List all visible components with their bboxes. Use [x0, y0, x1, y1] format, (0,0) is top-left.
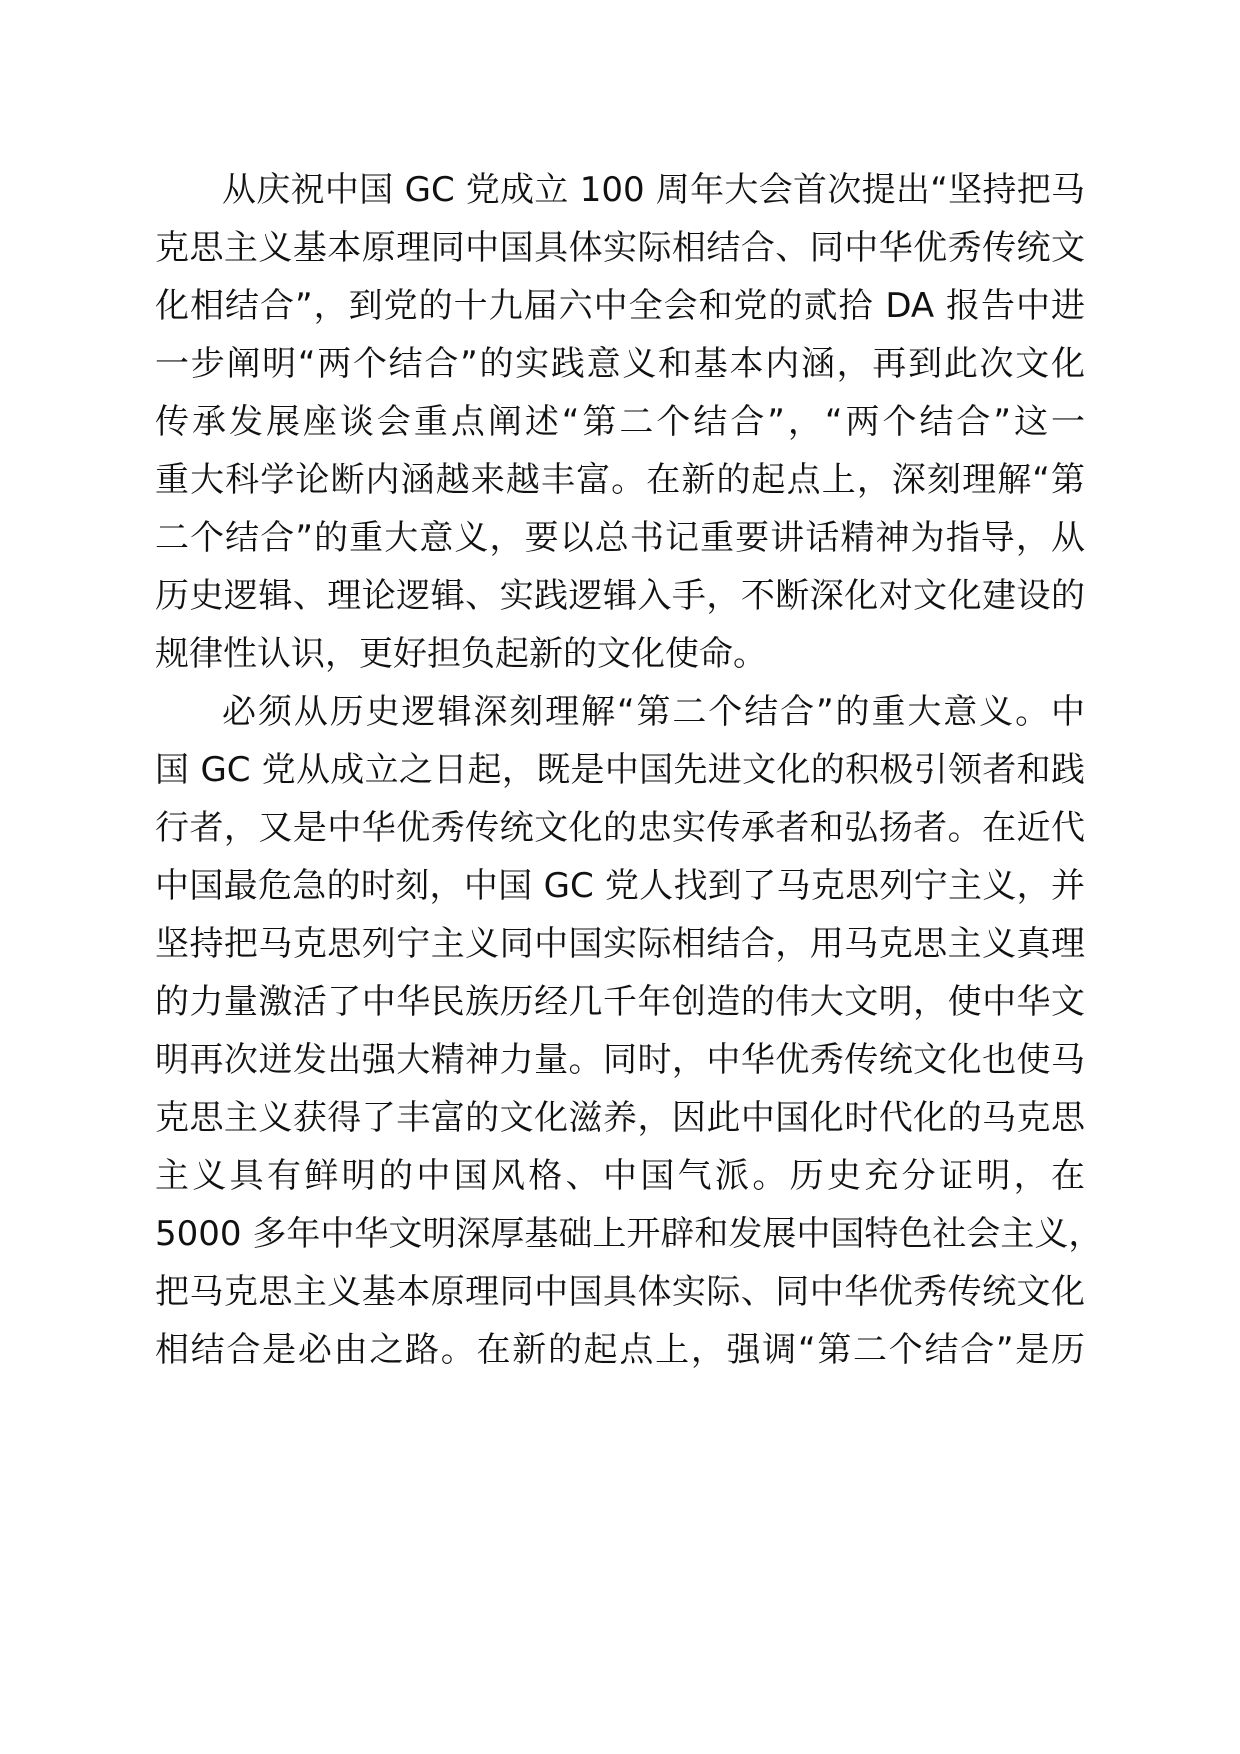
- text-line: 历史逻辑、理论逻辑、实践逻辑入手，不断深化对文化建设的: [155, 576, 1085, 616]
- text-line: 从庆祝中国 GC 党成立 100 周年大会首次提出“坚持把马: [222, 170, 1085, 210]
- text-line: 重大科学论断内涵越来越丰富。在新的起点上，深刻理解“第: [155, 460, 1085, 500]
- text-line: 主义具有鲜明的中国风格、中国气派。历史充分证明，在: [155, 1156, 1085, 1196]
- text-line: 坚持把马克思列宁主义同中国实际相结合，用马克思主义真理: [155, 924, 1085, 964]
- text-line: 把马克思主义基本原理同中国具体实际、同中华优秀传统文化: [155, 1272, 1085, 1312]
- text-line: 克思主义获得了丰富的文化滋养，因此中国化时代化的马克思: [155, 1098, 1085, 1138]
- text-line: 规律性认识，更好担负起新的文化使命。: [155, 634, 767, 674]
- text-line: 行者，又是中华优秀传统文化的忠实传承者和弘扬者。在近代: [155, 808, 1085, 848]
- text-line: 明再次迸发出强大精神力量。同时，中华优秀传统文化也使马: [155, 1040, 1085, 1080]
- text-line: 中国最危急的时刻，中国 GC 党人找到了马克思列宁主义，并: [155, 866, 1085, 906]
- text-line: 相结合是必由之路。在新的起点上，强调“第二个结合”是历: [155, 1330, 1085, 1370]
- text-line: 化相结合”，到党的十九届六中全会和党的贰拾 DA 报告中进: [155, 286, 1085, 326]
- text-line: 国 GC 党从成立之日起，既是中国先进文化的积极引领者和践: [155, 750, 1085, 790]
- text-line: 的力量激活了中华民族历经几千年创造的伟大文明，使中华文: [155, 982, 1085, 1022]
- text-line: 5000 多年中华文明深厚基础上开辟和发展中国特色社会主义，: [155, 1214, 1103, 1254]
- text-line: 二个结合”的重大意义，要以总书记重要讲话精神为指导，从: [155, 518, 1085, 558]
- text-line: 必须从历史逻辑深刻理解“第二个结合”的重大意义。中: [222, 692, 1085, 732]
- text-line: 一步阐明“两个结合”的实践意义和基本内涵，再到此次文化: [155, 344, 1085, 384]
- text-line: 克思主义基本原理同中国具体实际相结合、同中华优秀传统文: [155, 228, 1085, 268]
- text-line: 传承发展座谈会重点阐述“第二个结合”，“两个结合”这一: [155, 402, 1085, 442]
